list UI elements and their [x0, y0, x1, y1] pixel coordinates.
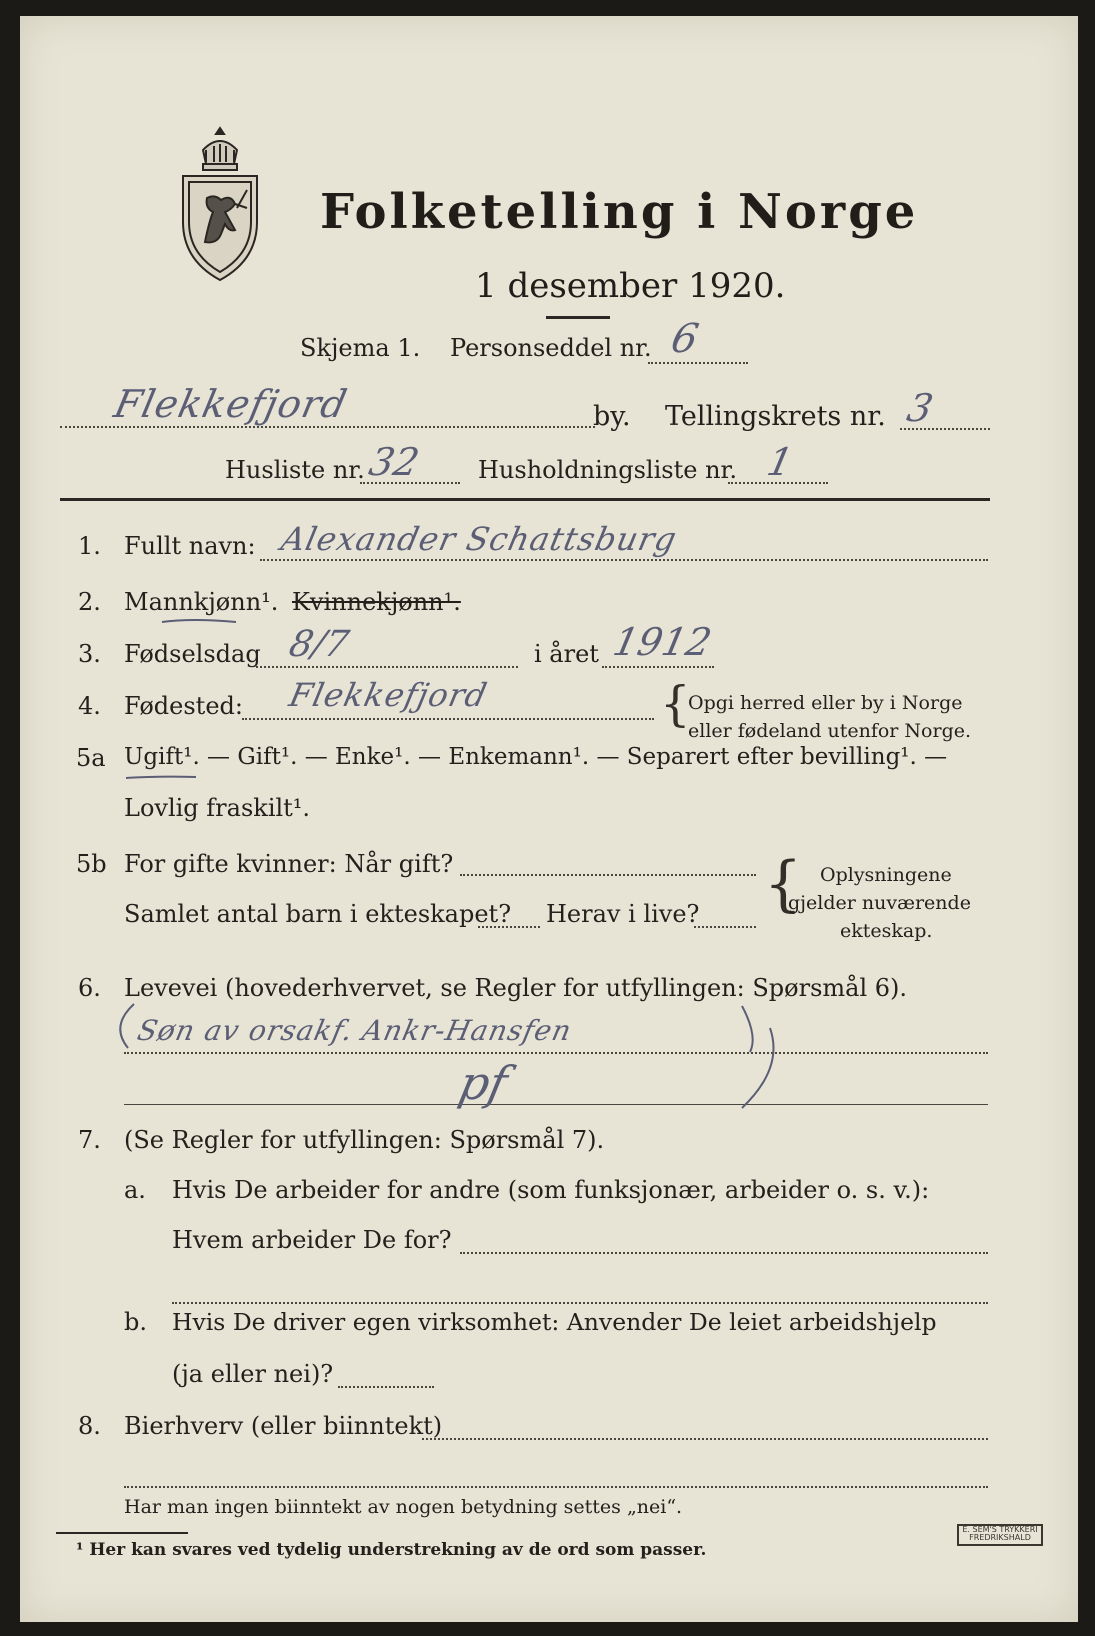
census-form-page: [20, 16, 1078, 1622]
personseddel-value[interactable]: 6: [667, 316, 703, 362]
q8-label: Bierhverv (eller biinntekt): [124, 1412, 443, 1440]
q3-label: Fødselsdag: [124, 640, 261, 668]
q7a-line-1: Hvis De arbeider for andre (som funksjonær, arbeider o. s. v.):: [172, 1176, 930, 1204]
header-divider-thick: [60, 498, 990, 501]
q7a-letter: a.: [124, 1176, 146, 1204]
q4-field-line: [242, 718, 654, 720]
place-field-line: [60, 426, 595, 428]
printer-stamp: E. SEM'S TRYKKERI FREDRIKSHALD: [957, 1524, 1043, 1546]
q8-field-line-1: [422, 1438, 988, 1440]
q5a-marital-options: Ugift¹. — Gift¹. — Enke¹. — Enkemann¹. — Separert efter bevilling¹. —: [124, 744, 948, 770]
skjema-label: Skjema 1.: [300, 334, 421, 362]
personseddel-field-line: [648, 362, 748, 364]
q6-number: 6.: [78, 974, 101, 1002]
q7a-field-line-1: [460, 1252, 988, 1254]
q4-note-line-1: Opgi herred eller by i Norge: [688, 692, 963, 714]
q5a-underline-mark: [124, 772, 204, 782]
form-title: Folketelling i Norge: [320, 184, 919, 240]
q8-field-line-2: [124, 1486, 988, 1488]
q6-bracket-marks: [100, 998, 800, 1128]
place-value[interactable]: Flekkefjord: [110, 382, 352, 426]
q3-year-label: i året: [534, 640, 599, 668]
q4-note-brace: {: [660, 676, 691, 732]
q5b-children-label: Samlet antal barn i ekteskapet?: [124, 900, 512, 928]
q1-full-name-value[interactable]: Alexander Schattsburg: [277, 520, 681, 558]
q5b-alive-field: [694, 926, 756, 928]
q1-field-line: [260, 559, 988, 561]
q8-number: 8.: [78, 1412, 101, 1440]
husholdningsliste-label: Husholdningsliste nr.: [478, 456, 737, 484]
census-date: 1 desember 1920.: [475, 266, 786, 306]
q4-birthplace-value[interactable]: Flekkefjord: [285, 676, 491, 714]
q5b-alive-label: Herav i live?: [546, 900, 700, 928]
q5b-note-line-1: Oplysningene: [820, 864, 952, 886]
q6-occupation-value-2[interactable]: pf: [454, 1056, 513, 1110]
footnote-text: ¹ Her kan svares ved tydelig understrekning av de ord som passer.: [76, 1540, 707, 1560]
q3-year-value[interactable]: 1912: [609, 620, 716, 664]
q5b-note-line-3: ekteskap.: [840, 920, 933, 942]
q7b-line-1: Hvis De driver egen virksomhet: Anvender De leiet arbeidshjelp: [172, 1308, 937, 1336]
norwegian-coat-of-arms-icon: [175, 124, 265, 284]
q1-label: Fullt navn:: [124, 532, 256, 560]
q2-male-option: Mannkjønn¹.: [124, 588, 279, 616]
q7b-field-line: [338, 1386, 434, 1388]
q7-label: (Se Regler for utfyllingen: Spørsmål 7).: [124, 1126, 605, 1154]
q2-underline-mark: [160, 616, 240, 626]
q5b-children-field: [478, 926, 540, 928]
q5a-marital-options-cont: Lovlig fraskilt¹.: [124, 794, 311, 822]
q3-field-line: [256, 666, 518, 668]
q5b-married-when-label: For gifte kvinner: Når gift?: [124, 850, 454, 878]
q7a-line-2: Hvem arbeider De for?: [172, 1226, 452, 1254]
q4-number: 4.: [78, 692, 101, 720]
q7b-line-2: (ja eller nei)?: [172, 1360, 334, 1388]
q7a-field-line-2: [172, 1302, 988, 1304]
footnote-divider: [56, 1532, 188, 1534]
tellingskrets-value[interactable]: 3: [903, 386, 937, 430]
q5b-married-when-field: [460, 874, 756, 876]
husliste-label: Husliste nr.: [225, 456, 365, 484]
tellingskrets-label: Tellingskrets nr.: [665, 401, 886, 432]
q4-note-line-2: eller fødeland utenfor Norge.: [688, 720, 972, 742]
q5b-number: 5b: [76, 850, 107, 878]
q5a-number: 5a: [76, 744, 106, 772]
q2-female-option: Kvinnekjønn¹.: [292, 588, 461, 616]
q7-number: 7.: [78, 1126, 101, 1154]
q3-year-field-line: [602, 666, 714, 668]
q5b-note-line-2: gjelder nuværende: [788, 892, 971, 914]
q8-note: Har man ingen biinntekt av nogen betydning settes „nei“.: [124, 1496, 683, 1518]
q3-birthday-value[interactable]: 8/7: [285, 624, 353, 665]
by-label: by.: [593, 401, 631, 432]
title-divider: [546, 316, 610, 319]
husliste-value[interactable]: 32: [365, 440, 424, 484]
personseddel-label: Personseddel nr.: [450, 334, 652, 362]
q7b-letter: b.: [124, 1308, 147, 1336]
q6-occupation-label: Levevei (hovederhvervet, se Regler for utfyllingen: Spørsmål 6).: [124, 974, 908, 1002]
q1-number: 1.: [78, 532, 101, 560]
q5b-note-brace: {: [764, 849, 803, 919]
q2-number: 2.: [78, 588, 101, 616]
q3-number: 3.: [78, 640, 101, 668]
q4-label: Fødested:: [124, 692, 243, 720]
q6-occupation-value[interactable]: Søn av orsakf. Ankr-Hansfen: [134, 1014, 575, 1047]
husholdningsliste-value[interactable]: 1: [763, 440, 797, 484]
